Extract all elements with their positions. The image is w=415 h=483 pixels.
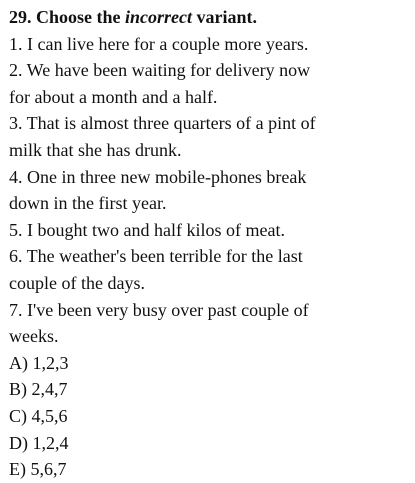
statement-2-line-2: for about a month and a half. [9,86,218,107]
option-a[interactable]: A) 1,2,3 [9,352,69,373]
statement-3-line-1: 3. That is almost three quarters of a pint of [9,113,316,134]
option-c[interactable]: C) 4,5,6 [9,405,68,426]
question-card [9,4,409,483]
statement-list [9,31,409,350]
question-tail: variant. [192,7,257,27]
statement-4-line-2: down in the first year. [9,193,167,214]
statement-3-line-2: milk that she has drunk. [9,139,182,160]
statement-2-line-1: 2. We have been waiting for delivery now [9,60,311,81]
question-emphasis: incorrect [125,7,192,27]
question-number-label: 29. Choose the [9,7,125,27]
statement-5: 5. I bought two and half kilos of meat. [9,219,285,240]
statement-7-line-1: 7. I've been very busy over past couple of [9,299,309,320]
question-title [9,4,409,31]
statement-6-line-1: 6. The weather's been terrible for the last [9,246,303,267]
statement-4-line-1: 4. One in three new mobile-phones break [9,166,307,187]
statement-6-line-2: couple of the days. [9,272,145,293]
statement-1: 1. I can live here for a couple more years. [9,33,309,54]
option-e[interactable]: E) 5,6,7 [9,459,67,480]
option-b[interactable]: B) 2,4,7 [9,379,68,400]
answer-options [9,350,409,483]
statement-7-line-2: weeks. [9,326,59,347]
option-d[interactable]: D) 1,2,4 [9,432,69,453]
